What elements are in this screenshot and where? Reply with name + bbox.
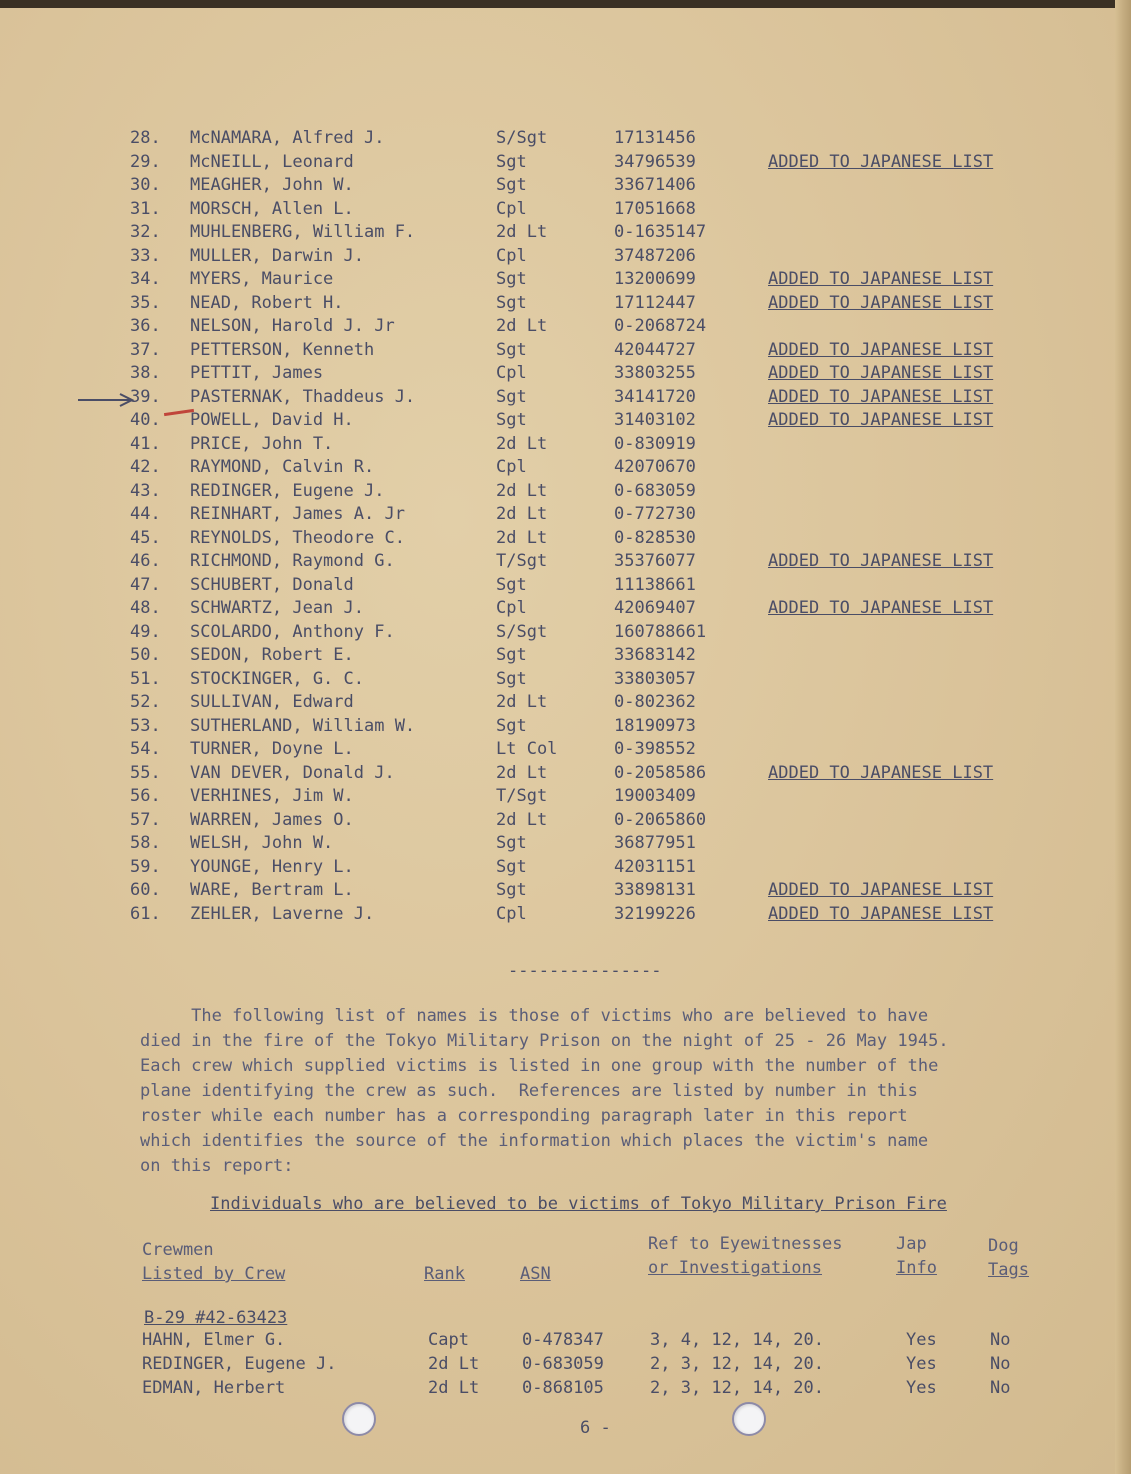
roster-asn: 0-2065860 — [614, 809, 707, 830]
roster-number: 56. — [130, 786, 161, 806]
victim-asn: 0-683059 — [522, 1354, 604, 1374]
header-rank: Rank — [424, 1264, 465, 1284]
roster-number: 37. — [130, 339, 161, 360]
roster-name: REINHART, James A. Jr — [190, 504, 405, 524]
victim-refs: 2, 3, 12, 14, 20. — [650, 1354, 824, 1374]
roster-number: 29. — [130, 151, 161, 172]
roster-rank: T/Sgt — [496, 786, 548, 806]
roster-name: PASTERNAK, Thaddeus J. — [190, 386, 416, 407]
roster-rank: Sgt — [496, 292, 527, 313]
roster-asn: 42069407 — [614, 598, 696, 618]
roster-rank: 2d Lt — [496, 762, 548, 783]
paragraph-line: which identifies the source of the information which places the victim's name — [140, 1131, 929, 1151]
intro-paragraph — [140, 1004, 1070, 1179]
roster-number: 42. — [130, 457, 161, 477]
roster-asn: 42031151 — [614, 856, 696, 877]
roster-number: 38. — [130, 363, 161, 383]
punch-hole-right — [732, 1402, 766, 1436]
roster-rank: Lt Col — [496, 739, 558, 759]
roster-number: 28. — [130, 128, 161, 148]
roster-number: 30. — [130, 175, 161, 195]
roster-rank: 2d Lt — [496, 222, 548, 242]
roster-number: 45. — [130, 527, 161, 548]
victim-dog-tags: No — [990, 1330, 1011, 1350]
roster-name: WARREN, James O. — [190, 809, 354, 830]
roster-asn: 19003409 — [614, 786, 696, 806]
roster-number: 53. — [130, 715, 161, 736]
roster-asn: 0-2068724 — [614, 316, 707, 336]
roster-note: ADDED TO JAPANESE LIST — [768, 386, 994, 407]
roster-rank: S/Sgt — [496, 128, 548, 148]
roster-asn: 34141720 — [614, 386, 696, 407]
paragraph-line: roster while each number has a corresponding paragraph later in this report — [140, 1106, 908, 1126]
roster-number: 49. — [130, 621, 161, 642]
roster-name: REYNOLDS, Theodore C. — [190, 527, 405, 548]
roster-number: 51. — [130, 668, 161, 689]
roster-rank: Cpl — [496, 245, 527, 266]
header-jap-info: Jap Info — [896, 1234, 937, 1278]
roster-rank: Sgt — [496, 410, 527, 430]
roster-name: MUHLENBERG, William F. — [190, 222, 416, 242]
roster-asn: 32199226 — [614, 903, 696, 924]
roster-note: ADDED TO JAPANESE LIST — [768, 598, 994, 618]
roster-rank: Sgt — [496, 574, 527, 595]
roster-name: VAN DEVER, Donald J. — [190, 762, 395, 783]
victim-asn: 0-478347 — [522, 1330, 604, 1350]
roster-number: 52. — [130, 692, 161, 712]
victim-jap-info: Yes — [906, 1354, 937, 1374]
roster-rank: Sgt — [496, 339, 527, 360]
roster-rank: Sgt — [496, 856, 527, 877]
roster-number: 59. — [130, 856, 161, 877]
roster-name: SEDON, Robert E. — [190, 645, 354, 665]
roster-number: 50. — [130, 645, 161, 665]
roster-name: RICHMOND, Raymond G. — [190, 551, 395, 571]
roster-asn: 36877951 — [614, 833, 696, 853]
roster-rank: Cpl — [496, 598, 527, 618]
roster-asn: 35376077 — [614, 551, 696, 571]
roster-note: ADDED TO JAPANESE LIST — [768, 292, 994, 313]
roster-number: 47. — [130, 574, 161, 595]
roster-name: SUTHERLAND, William W. — [190, 715, 416, 736]
victim-rank: 2d Lt — [428, 1354, 480, 1374]
punch-hole-left — [342, 1402, 376, 1436]
roster-rank: 2d Lt — [496, 433, 548, 454]
paragraph-line: Each crew which supplied victims is listed in one group with the number of the — [140, 1056, 939, 1076]
victim-dog-tags: No — [990, 1354, 1011, 1374]
victim-name: EDMAN, Herbert — [142, 1378, 286, 1398]
victim-rank: Capt — [428, 1330, 469, 1350]
roster-name: RAYMOND, Calvin R. — [190, 457, 375, 477]
roster-name: SCHUBERT, Donald — [190, 574, 354, 595]
roster-number: 58. — [130, 833, 161, 853]
crew-identifier: B-29 #42-63423 — [144, 1308, 288, 1328]
roster-name: PETTIT, James — [190, 363, 324, 383]
roster-note: ADDED TO JAPANESE LIST — [768, 269, 994, 289]
roster-name: NEAD, Robert H. — [190, 292, 344, 313]
header-crewmen: Crewmen Listed by Crew — [142, 1240, 286, 1284]
roster-number: 44. — [130, 504, 161, 524]
roster-asn: 0-398552 — [614, 739, 696, 759]
roster-name: VERHINES, Jim W. — [190, 786, 354, 806]
roster-asn: 0-828530 — [614, 527, 696, 548]
roster-rank: 2d Lt — [496, 692, 548, 712]
roster-rank: Cpl — [496, 903, 527, 924]
victim-jap-info: Yes — [906, 1330, 937, 1350]
roster-asn: 11138661 — [614, 574, 696, 595]
victim-dog-tags: No — [990, 1378, 1011, 1398]
roster-note: ADDED TO JAPANESE LIST — [768, 410, 994, 430]
roster-number: 55. — [130, 762, 161, 783]
roster-asn: 42044727 — [614, 339, 696, 360]
roster-note: ADDED TO JAPANESE LIST — [768, 339, 994, 360]
roster-number: 57. — [130, 809, 161, 830]
paragraph-line: The following list of names is those of victims who are believed to have — [140, 1006, 929, 1026]
roster-note: ADDED TO JAPANESE LIST — [768, 151, 994, 172]
roster-asn: 18190973 — [614, 715, 696, 736]
roster-number: 39. — [130, 386, 161, 407]
roster-number: 33. — [130, 245, 161, 266]
roster-name: NELSON, Harold J. Jr — [190, 316, 395, 336]
roster-number: 61. — [130, 903, 161, 924]
roster-asn: 0-2058586 — [614, 762, 707, 783]
roster-name: STOCKINGER, G. C. — [190, 668, 364, 689]
roster-rank: 2d Lt — [496, 809, 548, 830]
header-ref: Ref to Eyewitnesses or Investigations — [648, 1234, 843, 1278]
paragraph-line: plane identifying the crew as such. References are listed by number in this — [140, 1081, 918, 1101]
roster-name: PRICE, John T. — [190, 433, 334, 454]
roster-asn: 33683142 — [614, 645, 696, 665]
roster-name: SCHWARTZ, Jean J. — [190, 598, 364, 618]
roster-asn: 17051668 — [614, 198, 696, 219]
roster-number: 46. — [130, 551, 161, 571]
roster-asn: 160788661 — [614, 621, 707, 642]
roster-rank: T/Sgt — [496, 551, 548, 571]
roster-asn: 0-830919 — [614, 433, 696, 454]
roster-name: WELSH, John W. — [190, 833, 334, 853]
roster-rank: 2d Lt — [496, 480, 548, 501]
roster-asn: 42070670 — [614, 457, 696, 477]
roster-note: ADDED TO JAPANESE LIST — [768, 762, 994, 783]
victim-rank: 2d Lt — [428, 1378, 480, 1398]
roster-rank: Sgt — [496, 668, 527, 689]
roster-name: McNAMARA, Alfred J. — [190, 128, 385, 148]
victim-name: REDINGER, Eugene J. — [142, 1354, 337, 1374]
roster-rank: Sgt — [496, 175, 527, 195]
roster-number: 43. — [130, 480, 161, 501]
roster-asn: 17112447 — [614, 292, 696, 313]
roster-asn: 17131456 — [614, 128, 696, 148]
roster-rank: 2d Lt — [496, 504, 548, 524]
roster-name: YOUNGE, Henry L. — [190, 856, 354, 877]
victim-jap-info: Yes — [906, 1378, 937, 1398]
roster-number: 40. — [130, 410, 161, 430]
roster-number: 32. — [130, 222, 161, 242]
roster-name: SCOLARDO, Anthony F. — [190, 621, 395, 642]
roster-number: 48. — [130, 598, 161, 618]
roster-number: 36. — [130, 316, 161, 336]
roster-name: MYERS, Maurice — [190, 269, 334, 289]
roster-rank: Cpl — [496, 457, 527, 477]
header-asn: ASN — [520, 1264, 551, 1284]
roster-asn: 0-772730 — [614, 504, 696, 524]
roster-name: WARE, Bertram L. — [190, 880, 354, 900]
roster-rank: Sgt — [496, 386, 527, 407]
paragraph-line: died in the fire of the Tokyo Military Prison on the night of 25 - 26 May 1945. — [140, 1031, 949, 1051]
roster-rank: 2d Lt — [496, 316, 548, 336]
roster-number: 54. — [130, 739, 161, 759]
right-edge-shadow — [1115, 0, 1131, 1474]
roster-number: 35. — [130, 292, 161, 313]
roster-asn: 31403102 — [614, 410, 696, 430]
victim-refs: 3, 4, 12, 14, 20. — [650, 1330, 824, 1350]
roster-asn: 0-1635147 — [614, 222, 707, 242]
victims-section-title: Individuals who are believed to be victims of Tokyo Military Prison Fire — [210, 1194, 947, 1214]
roster-rank: Cpl — [496, 198, 527, 219]
victim-refs: 2, 3, 12, 14, 20. — [650, 1378, 824, 1398]
roster-name: SULLIVAN, Edward — [190, 692, 354, 712]
victim-name: HAHN, Elmer G. — [142, 1330, 286, 1350]
roster-rank: Sgt — [496, 715, 527, 736]
roster-name: ZEHLER, Laverne J. — [190, 903, 375, 924]
section-divider: --------------- — [508, 961, 662, 981]
roster-number: 41. — [130, 433, 161, 454]
page-number: 6 - — [580, 1418, 611, 1438]
roster-rank: Sgt — [496, 833, 527, 853]
header-dog-tags: Dog Tags — [988, 1236, 1029, 1280]
roster-number: 31. — [130, 198, 161, 219]
roster-note: ADDED TO JAPANESE LIST — [768, 880, 994, 900]
roster-name: McNEILL, Leonard — [190, 151, 354, 172]
roster-name: MEAGHER, John W. — [190, 175, 354, 195]
roster-asn: 34796539 — [614, 151, 696, 172]
roster-number: 34. — [130, 269, 161, 289]
roster-rank: Sgt — [496, 645, 527, 665]
roster-name: MORSCH, Allen L. — [190, 198, 354, 219]
handwritten-arrow-icon — [76, 392, 138, 408]
roster-asn: 0-802362 — [614, 692, 696, 712]
roster-asn: 33803057 — [614, 668, 696, 689]
roster-number: 60. — [130, 880, 161, 900]
roster-asn: 0-683059 — [614, 480, 696, 501]
roster-rank: Cpl — [496, 363, 527, 383]
roster-note: ADDED TO JAPANESE LIST — [768, 551, 994, 571]
roster-name: REDINGER, Eugene J. — [190, 480, 385, 501]
victim-asn: 0-868105 — [522, 1378, 604, 1398]
roster-name: MULLER, Darwin J. — [190, 245, 364, 266]
roster-rank: Sgt — [496, 269, 527, 289]
roster-rank: S/Sgt — [496, 621, 548, 642]
roster-asn: 37487206 — [614, 245, 696, 266]
roster-rank: Sgt — [496, 151, 527, 172]
roster-asn: 33898131 — [614, 880, 696, 900]
paragraph-line: on this report: — [140, 1156, 294, 1176]
roster-note: ADDED TO JAPANESE LIST — [768, 903, 994, 924]
roster-name: TURNER, Doyne L. — [190, 739, 354, 759]
roster-rank: 2d Lt — [496, 527, 548, 548]
roster-rank: Sgt — [496, 880, 527, 900]
roster-asn: 13200699 — [614, 269, 696, 289]
top-edge-shadow — [0, 0, 1131, 8]
roster-asn: 33671406 — [614, 175, 696, 195]
roster-name: POWELL, David H. — [190, 410, 354, 430]
roster-asn: 33803255 — [614, 363, 696, 383]
roster-name: PETTERSON, Kenneth — [190, 339, 375, 360]
roster-note: ADDED TO JAPANESE LIST — [768, 363, 994, 383]
